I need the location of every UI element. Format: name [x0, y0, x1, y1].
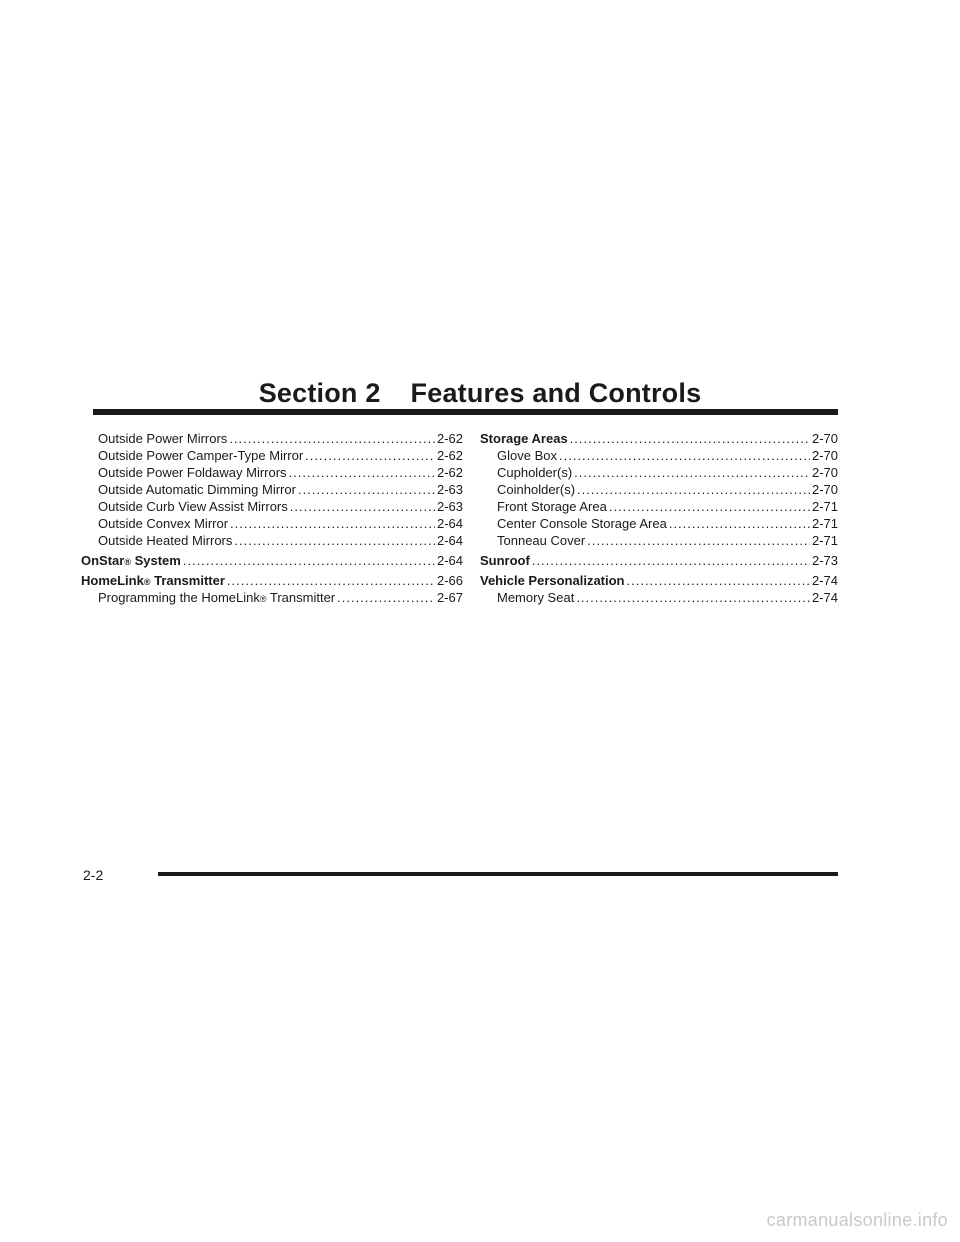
toc-entry-label: Tonneau Cover — [497, 533, 586, 548]
page-number: 2-2 — [83, 867, 104, 883]
dot-leader — [574, 464, 810, 481]
toc-entry[interactable]: Programming the HomeLink ® Transmitter ..... 2-67 — [81, 589, 463, 606]
toc-entry-page: 2-67 — [436, 590, 463, 605]
toc-entry-page: 2-64 — [436, 516, 463, 531]
dot-leader — [227, 572, 435, 589]
watermark-text: carmanualsonline.info — [766, 1210, 948, 1230]
toc-entry-page: 2-63 — [436, 482, 463, 497]
toc-entry[interactable] — [480, 572, 838, 589]
dot-leader — [570, 430, 810, 447]
toc-entry[interactable] — [480, 589, 838, 606]
toc-entry-label: Center Console Storage Area — [497, 516, 667, 531]
toc-entry[interactable] — [81, 532, 463, 549]
toc-entry[interactable] — [480, 498, 838, 515]
dot-leader — [577, 481, 810, 498]
dot-leader — [183, 552, 435, 569]
toc-entry-label: Outside Convex Mirror — [98, 516, 229, 531]
toc-right-column — [480, 430, 838, 606]
toc-entry-label: Outside Power Mirrors — [98, 431, 228, 446]
toc-entry-page: 2-70 — [811, 482, 838, 497]
dot-leader — [532, 552, 810, 569]
toc-entry-page: 2-63 — [436, 499, 463, 514]
toc-entry-label: Outside Power Camper-Type Mirror — [98, 448, 304, 463]
toc-entry-label: HomeLink — [81, 573, 144, 588]
toc-entry[interactable]: OnStar ® System ..... 2-64 — [81, 552, 463, 569]
toc-entry-label: Outside Heated Mirrors — [98, 533, 233, 548]
section-number: Section 2 — [258, 378, 381, 408]
toc-entry[interactable]: HomeLink ® Transmitter ..... 2-66 — [81, 572, 463, 589]
dot-leader — [298, 481, 435, 498]
dot-leader — [627, 572, 810, 589]
toc-entry[interactable] — [480, 552, 838, 569]
toc-entry[interactable] — [81, 515, 463, 532]
toc-entry-label: Cupholder(s) — [497, 465, 573, 480]
toc-entry-page: 2-62 — [436, 431, 463, 446]
toc-entry[interactable] — [81, 498, 463, 515]
toc-entry-label: Sunroof — [480, 553, 530, 568]
section-title — [0, 374, 960, 412]
dot-leader — [289, 464, 435, 481]
toc-entry-label: Outside Automatic Dimming Mirror — [98, 482, 296, 497]
toc-entry[interactable] — [480, 430, 838, 447]
toc-entry[interactable] — [480, 447, 838, 464]
toc-left-column — [81, 430, 463, 606]
dot-leader — [559, 447, 810, 464]
toc-entry-label-suffix: System — [130, 553, 181, 568]
toc-entry-page: 2-71 — [811, 533, 838, 548]
toc-entry-page: 2-64 — [436, 533, 463, 548]
title-rule — [93, 409, 838, 415]
toc-entry-page: 2-66 — [436, 573, 463, 588]
toc-entry-page: 2-62 — [436, 448, 463, 463]
dot-leader — [234, 532, 435, 549]
toc-entry-label-suffix: Transmitter — [150, 573, 225, 588]
dot-leader — [587, 532, 810, 549]
toc-entry[interactable] — [81, 430, 463, 447]
toc-entry-page: 2-70 — [811, 448, 838, 463]
toc-entry-label: Outside Power Foldaway Mirrors — [98, 465, 287, 480]
toc-entry-label: Storage Areas — [480, 431, 568, 446]
toc-entry[interactable] — [480, 464, 838, 481]
toc-entry-page: 2-71 — [811, 499, 838, 514]
toc-entry[interactable] — [480, 532, 838, 549]
toc-entry-label: Memory Seat — [497, 590, 575, 605]
toc-entry-page: 2-71 — [811, 516, 838, 531]
dot-leader — [337, 589, 435, 606]
footer-rule — [158, 872, 838, 876]
toc-entry-page: 2-70 — [811, 431, 838, 446]
toc-entry-page: 2-62 — [436, 465, 463, 480]
toc-entry-label: OnStar — [81, 553, 125, 568]
toc-entry-label: Coinholder(s) — [497, 482, 576, 497]
toc-entry-page: 2-70 — [811, 465, 838, 480]
dot-leader — [290, 498, 435, 515]
toc-entry[interactable] — [81, 447, 463, 464]
toc-entry-label: Front Storage Area — [497, 499, 607, 514]
toc-entry[interactable] — [480, 481, 838, 498]
toc-entry-page: 2-74 — [811, 573, 838, 588]
section-name: Features and Controls — [410, 378, 702, 408]
toc-entry[interactable] — [81, 481, 463, 498]
toc-entry-label: Vehicle Personalization — [480, 573, 625, 588]
dot-leader — [230, 515, 435, 532]
dot-leader — [576, 589, 810, 606]
toc-entry-label-suffix: Transmitter — [266, 590, 336, 605]
toc-entry-page: 2-64 — [436, 553, 463, 568]
toc-entry-label: Glove Box — [497, 448, 557, 463]
dot-leader — [669, 515, 810, 532]
toc-entry[interactable] — [81, 464, 463, 481]
toc-entry-page: 2-73 — [811, 553, 838, 568]
dot-leader — [609, 498, 810, 515]
dot-leader — [305, 447, 435, 464]
toc-entry[interactable] — [480, 515, 838, 532]
dot-leader — [229, 430, 435, 447]
toc-entry-page: 2-74 — [811, 590, 838, 605]
toc-entry-label: Outside Curb View Assist Mirrors — [98, 499, 288, 514]
toc-entry-label: Programming the HomeLink — [98, 590, 260, 605]
